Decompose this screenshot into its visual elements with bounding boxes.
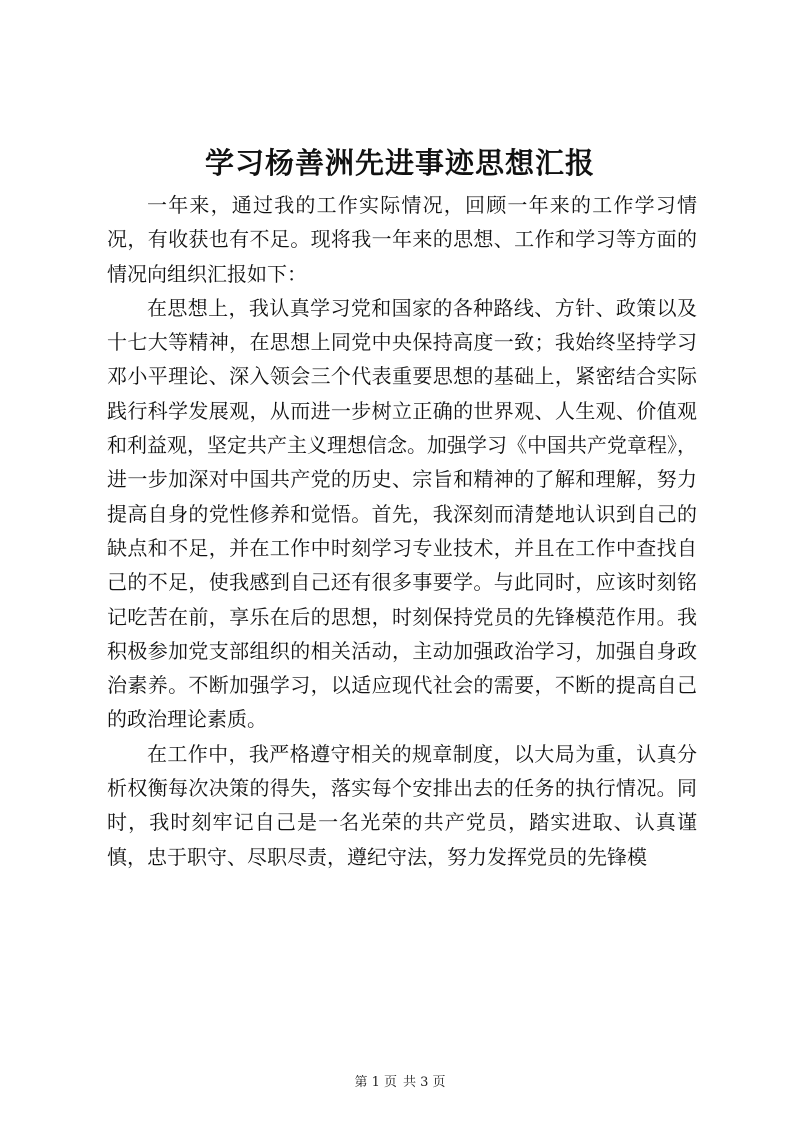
paragraph-work: 在工作中，我严格遵守相关的规章制度，以大局为重，认真分析权衡每次决策的得失，落实每个安排出去的任务的执行情况。同时，我时刻牢记自己是一名光荣的共产党员，踏实进取、认真谨慎，忠于职守、尽职尽责，遵纪守法，努力发挥党员的先锋模 (107, 741, 697, 869)
paragraph-ideology: 在思想上，我认真学习党和国家的各种路线、方针、政策以及十七大等精神，在思想上同党中央保持高度一致；我始终坚持学习邓小平理论、深入领会三个代表重要思想的基础上，紧密结合实际践行科学发展观，从而进一步树立正确的世界观、人生观、价值观和利益观，坚定共产主义理想信念。加强学习《中国共产党章程》，进一步加深对中国共产党的历史、宗旨和精神的了解和理解，努力提高自身的党性修养和觉悟。首先，我深刻而清楚地认识到自己的缺点和不足，并在工作中时刻学习专业技术，并且在工作中查找自己的不足，使我感到自己还有很多事要学。与此同时，应该时刻铭记吃苦在前，享乐在后的思想，时刻保持党员的先锋模范作用。我积极参加党支部组织的相关活动，主动加强政治学习，加强自身政治素养。不断加强学习，以适应现代社会的需要，不断的提高自己的政治理论素质。 (107, 295, 697, 732)
document-body (107, 188, 697, 874)
page-number: 第 1 页 (354, 1075, 397, 1090)
paragraph-intro: 一年来，通过我的工作实际情况，回顾一年来的工作学习情况，有收获也有不足。现将我一年来的思想、工作和学习等方面的情况向组织汇报如下： (107, 193, 697, 286)
page-total: 共 3 页 (403, 1075, 446, 1090)
page-footer (0, 1075, 800, 1091)
document-title: 学习杨善洲先进事迹思想汇报 (204, 146, 595, 180)
